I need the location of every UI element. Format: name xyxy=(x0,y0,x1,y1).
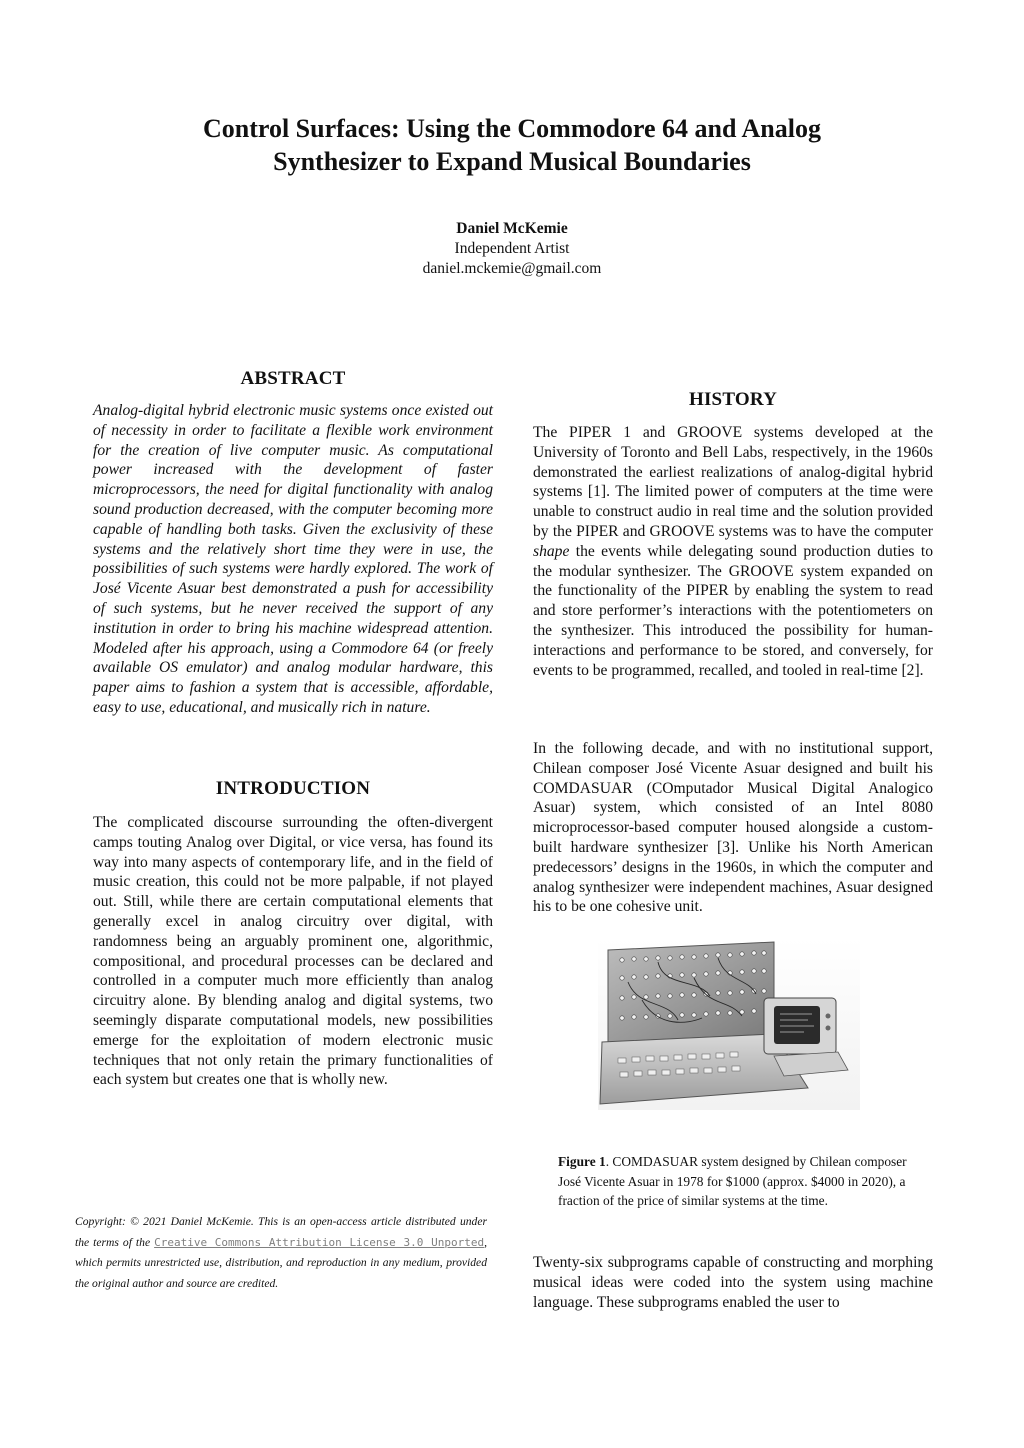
copyright-prefix: Copyright: © 2021 Daniel McKemie. This is an open-access article distributed under the terms of the xyxy=(75,1215,487,1249)
title-line-2: Synthesizer to Expand Musical Boundaries xyxy=(273,147,751,176)
abstract-heading: ABSTRACT xyxy=(240,368,346,389)
introduction-text: The complicated discourse surrounding the often-divergent camps touting Analog over Digital, or vice versa, has found its way into many aspects of contemporary life, and in the field of music creation, this could not be more palpable, if not played out. Still, while there are certain computational elements that generally excel in analog circuitry over digital, with randomness being an arguably prominent one, algorithmic, compositional, and procedural processes can be declared and controlled in a computer much more efficiently than analog circuitry alone. By blending analog and digital systems, two seemingly disparate computational models, new possibilities emerge for the exploitation of modern electronic music techniques that not only retain the primary functionalities of each system but creates one that is wholly new. xyxy=(93,814,493,1089)
abstract-text: Analog-digital hybrid electronic music systems once existed out of necessity in order to facilitate a flexible work environment for the creation of live computer music. As computational power increased with the development of faster microprocessors, the need for digital functionality with analog sound production decreased, with the computer becoming more capable of handling both tasks. Given the exclusivity of these systems and the relatively short time they were in use, the possibilities of such systems were hardly explored. The work of José Vicente Asuar best demonstrated a push for accessibility of such systems, but he never received the support of any institution in order to bring his machine widespread attention. Modeled after his approach, using a Commodore 64 (or freely available OS emulator) and analog modular hardware, this paper aims to fashion a system that is accessible, affordable, easy to use, educational, and musically rich in nature. xyxy=(93,402,493,716)
figure-1-caption xyxy=(558,1152,908,1211)
figure-1-photo xyxy=(598,938,860,1110)
copyright-suffix: , which permits unrestricted use, distribution, and reproduction in any medium, provided the original author and source are credited. xyxy=(75,1235,487,1290)
author-name: Daniel McKemie xyxy=(456,220,568,237)
history-paragraph-3: Twenty-six subprograms capable of constructing and morphing musical ideas were coded into the system using machine language. These subprograms enabled the user to xyxy=(533,1254,933,1311)
author-affiliation: Independent Artist xyxy=(454,240,570,257)
figure-caption-text: . COMDASUAR system designed by Chilean composer José Vicente Asuar in 1978 for $1000 (approx. $4000 in 2020), a fraction of the price of similar systems at the time. xyxy=(558,1154,907,1209)
history-paragraph-2: In the following decade, and with no institutional support, Chilean composer José Vicente Asuar designed and built his COMDASUAR (COmputador Musical Digital Analogico Asuar) system, which consisted of an Intel 8080 microprocessor-based computer housed alongside a custom-built hardware synthesizer [3]. Unlike his North American predecessors’ designs in the 1960s, in which the computer and analog synthesizer were independent machines, Asuar designed his to be one cohesive unit. xyxy=(533,740,933,916)
history-paragraph-1-part-a: The PIPER 1 and GROOVE systems developed at the University of Toronto and Bell Labs, respectively, in the 1960s demonstrated the earliest realizations of analog-digital hybrid systems [1]. The limited power of computers at the time were unable to construct audio in real time and the solution provided by the PIPER and GROOVE systems was to have the computer xyxy=(533,424,933,540)
comdasuar-system-illustration xyxy=(598,938,860,1110)
figure-label: Figure 1 xyxy=(558,1154,606,1169)
history-heading: HISTORY xyxy=(688,389,778,410)
license-link[interactable]: Creative Commons Attribution License 3.0 Unported xyxy=(154,1235,485,1249)
history-paragraph-1-part-b: the events while delegating sound production duties to the modular synthesizer. The GROOVE system expanded on the functionality of the PIPER by enabling the system to read and store performer’s interactions with the potentiometers on the synthesizer. This introduced the possibility for human-interactions and performance to be stored, and conversely, for events to be programmed, recalled, and tooled in real-time [2]. xyxy=(533,542,933,679)
history-paragraph-1 xyxy=(533,423,933,680)
history-emphasis-shape: shape xyxy=(533,542,570,560)
title-line-1: Control Surfaces: Using the Commodore 64 and Analog xyxy=(202,114,821,143)
copyright-notice xyxy=(75,1212,487,1294)
title-block xyxy=(0,112,1024,279)
paper-title xyxy=(0,112,1024,178)
author-email: daniel.mckemie@gmail.com xyxy=(422,260,602,277)
introduction-heading: INTRODUCTION xyxy=(215,778,371,799)
